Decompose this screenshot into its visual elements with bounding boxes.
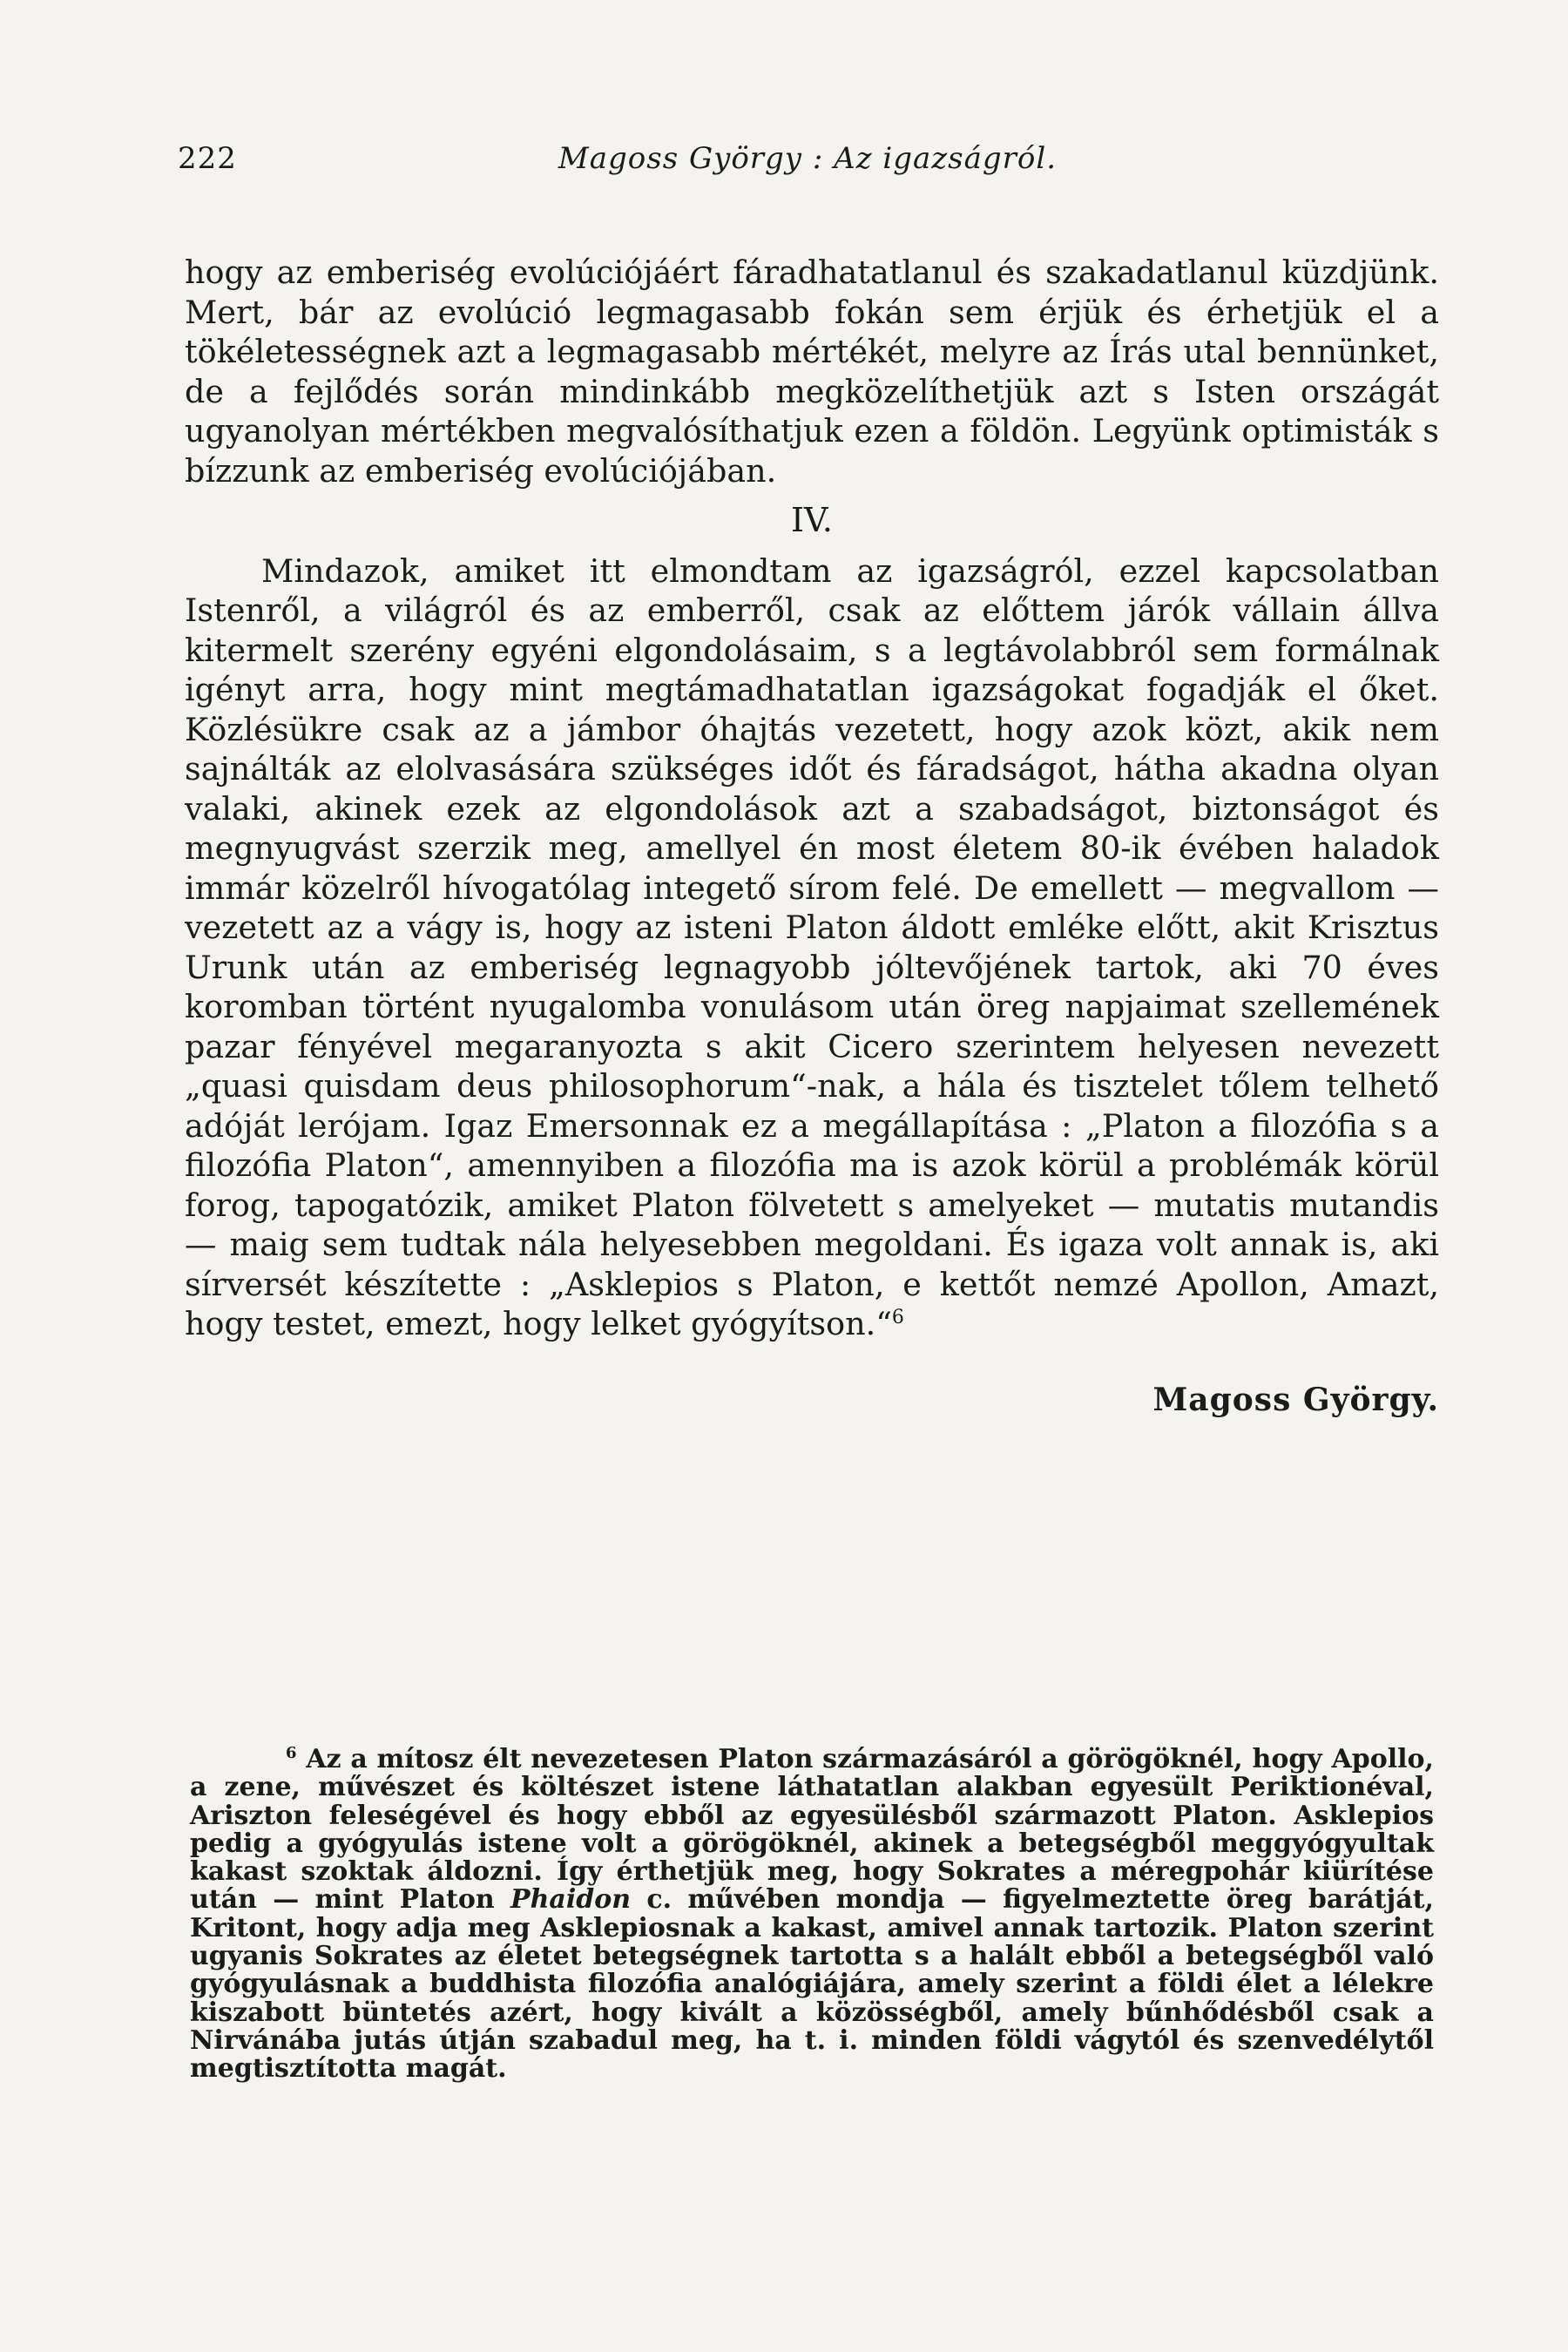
footnote-marker: 6: [286, 1744, 297, 1762]
page-number: 222: [178, 141, 237, 176]
footnote-text-part-1: Az a mítosz élt nevezetesen Platon származásáról a görögöknél, hogy Apollo, a zene, művészet és költészet istene láthatatlan alakban egyesült Periktionéval, Ariszton feleségével és hogy ebből az egyesülésből származott Platon. Asklepios pedig a gyógyulás istene volt a görögöknél, akinek a betegségből meggyógyultak kakast szoktak áldozni. Így érthetjük meg, hogy Sokrates a méregpohár kiürítése után — mint Platon: [190, 1744, 1434, 1916]
footnote-text: [190, 1746, 1434, 2084]
paragraph-2: [185, 551, 1439, 1344]
paragraph-2-text: Mindazok, amiket itt elmondtam az igazságról, ezzel kapcsolatban Istenről, a világról és az emberről, csak az előttem járók vállain állva kitermelt szerény egyéni elgondolásaim, s a legtávolabbról sem formálnak igényt arra, hogy mint megtámadhatatlan igazságokat fogadják el őket. Közlésükre csak az a jámbor óhajtás vezetett, hogy azok közt, akik nem sajnálták az elolvasására szükséges időt és fáradságot, hátha akadna olyan valaki, akinek ezek az elgondolások azt a szabadságot, biztonságot és megnyugvást szerzik meg, amellyel én most életem 80-ik évében haladok immár közelről hívogatólag integető sírom felé. De emellett — megvallom — vezetett az a vágy is, hogy az isteni Platon áldott emléke előtt, akit Krisztus Urunk után az emberiség legnagyobb jóltevőjének tartok, aki 70 éves koromban történt nyugalomba vonulásom után öreg napjaimat szellemének pazar fényével megaranyozta s akit Cicero szerintem helyesen nevezett „quasi quisdam deus philosophorum“-nak, a hála és tisztelet tőlem telhető adóját lerójam. Igaz Emersonnak ez a megállapítása : „Platon a filozófia s a filozófia Platon“, amennyiben a filozófia ma is azok körül a problémák körül forog, tapogatózik, amiket Platon fölvetett s amelyeket — mutatis mutandis — maig sem tudtak nála helyesebben megoldani. És igaza volt annak is, aki sírversét készítette : „Asklepios s Platon, e kettőt nemzé Apollon, Amazt, hogy testet, emezt, hogy lelket gyógyítson.“: [185, 551, 1439, 1342]
footnote-work-title: Phaidon: [510, 1884, 632, 1916]
footnote: [190, 1746, 1434, 2084]
paragraph-1: hogy az emberiség evolúciójáért fáradhatatlanul és szakadatlanul küzdjünk. Mert, bár az evolúció legmagasabb fokán sem érjük és érhetjük el a tökéletességnek azt a legmagasabb mértékét, melyre az Írás utal bennünket, de a fejlődés során mindinkább megközelíthetjük azt s Isten országát ugyanolyan mértékben megvalósíthatjuk ezen a földön. Legyünk optimisták s bízzunk az emberiség evolúciójában.: [185, 253, 1439, 490]
page-header: [178, 141, 1437, 185]
footnote-text-part-2: c. művében mondja — figyelmeztette öreg barátját, Kritont, hogy adja meg Asklepiosnak a kakast, amivel annak tartozik. Platon szerint ugyanis Sokrates az életet betegségnek tartotta s a halált ebből a betegségből való gyógyulásnak a buddhista filozófia analógiájára, amely szerint a földi élet a lélekre kiszabott büntetés azért, hogy kivált a közösségből, amely bűnhődésből csak a Nirvánába jutás útján szabadul meg, ha t. i. minden földi vágytól és szenvedélytől megtisztította magát.: [190, 1884, 1434, 2085]
main-text: [185, 253, 1439, 1420]
running-title: Magoss György : Az igazságról.: [558, 141, 1058, 176]
footnote-reference[interactable]: 6: [891, 1306, 904, 1328]
author-signature: Magoss György.: [1152, 1381, 1439, 1418]
section-heading: IV.: [791, 501, 833, 539]
